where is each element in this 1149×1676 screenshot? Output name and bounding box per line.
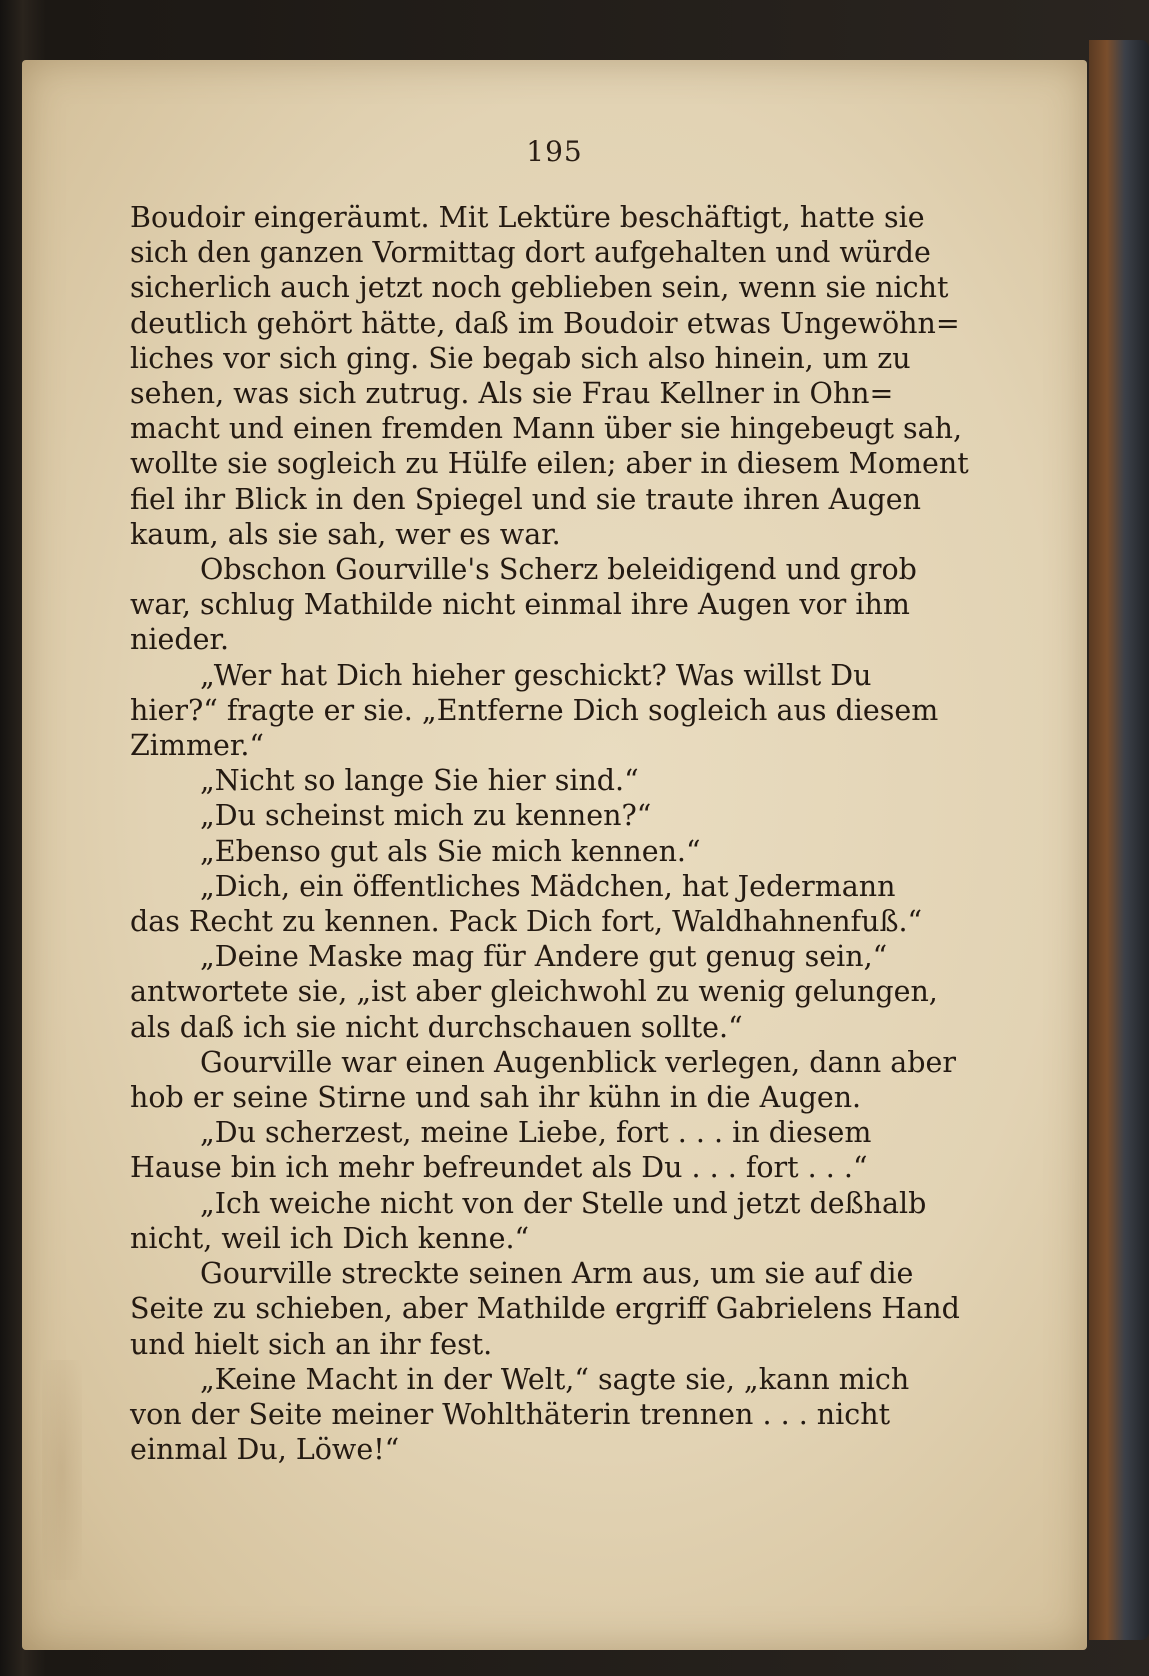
text-line: einmal Du, Löwe!“ xyxy=(130,1433,400,1467)
text-line: „Wer hat Dich hieher geschickt? Was willst Du xyxy=(200,658,872,692)
text-line: „Deine Maske mag für Andere gut genug sein,“ xyxy=(200,940,888,974)
text-line: Gourville streckte seinen Arm aus, um sie auf die xyxy=(200,1257,914,1291)
book-page xyxy=(22,60,1087,1650)
text-line: und hielt sich an ihr fest. xyxy=(130,1327,493,1361)
text-line: wollte sie sogleich zu Hülfe eilen; aber in diesem Moment xyxy=(130,447,969,481)
text-line: Seite zu schieben, aber Mathilde ergriff Gabrielens Hand xyxy=(130,1292,960,1326)
text-line: fiel ihr Blick in den Spiegel und sie traute ihren Augen xyxy=(130,482,922,516)
text-line: „Keine Macht in der Welt,“ sagte sie, „kann mich xyxy=(200,1362,910,1396)
text-line: „Ebenso gut als Sie mich kennen.“ xyxy=(200,834,701,868)
text-line: Gourville war einen Augenblick verlegen, dann aber xyxy=(200,1045,957,1079)
text-line: das Recht zu kennen. Pack Dich fort, Waldhahnenfuß.“ xyxy=(130,905,923,939)
text-line: sich den ganzen Vormittag dort aufgehalten und würde xyxy=(130,236,931,270)
text-line: „Nicht so lange Sie hier sind.“ xyxy=(200,764,639,798)
text-line: „Du scheinst mich zu kennen?“ xyxy=(200,799,652,833)
text-line: liches vor sich ging. Sie begab sich also hinein, um zu xyxy=(130,341,911,375)
text-line: hob er seine Stirne und sah ihr kühn in die Augen. xyxy=(130,1081,862,1115)
text-line: sicherlich auch jetzt noch geblieben sein, wenn sie nicht xyxy=(130,271,949,305)
text-line: antwortete sie, „ist aber gleichwohl zu wenig gelungen, xyxy=(130,975,938,1009)
text-line: hier?“ fragte er sie. „Entferne Dich sogleich aus diesem xyxy=(130,693,939,727)
text-line: sehen, was sich zutrug. Als sie Frau Kellner in Ohn= xyxy=(130,377,894,411)
text-line: als daß ich sie nicht durchschauen sollte.“ xyxy=(130,1010,743,1044)
text-line: nieder. xyxy=(130,623,229,657)
text-line: macht und einen fremden Mann über sie hingebeugt sah, xyxy=(130,412,963,446)
text-line: von der Seite meiner Wohlthäterin trennen . . . nicht xyxy=(130,1397,891,1431)
text-line: kaum, als sie sah, wer es war. xyxy=(130,517,561,551)
text-line: war, schlug Mathilde nicht einmal ihre Augen vor ihm xyxy=(130,588,910,622)
text-line: „Dich, ein öffentliches Mädchen, hat Jedermann xyxy=(200,869,896,903)
text-line: „Du scherzest, meine Liebe, fort . . . in diesem xyxy=(200,1116,872,1150)
text-line: nicht, weil ich Dich kenne.“ xyxy=(130,1221,530,1255)
text-line: Boudoir eingeräumt. Mit Lektüre beschäftigt, hatte sie xyxy=(130,201,925,234)
text-line: Zimmer.“ xyxy=(130,729,264,763)
text-line: „Ich weiche nicht von der Stelle und jetzt deßhalb xyxy=(200,1186,927,1220)
page-stain xyxy=(42,1360,82,1580)
book-cover-edge xyxy=(1089,40,1149,1640)
text-line: Obschon Gourville's Scherz beleidigend und grob xyxy=(200,553,917,587)
page-number: 195 xyxy=(526,135,583,168)
text-line: deutlich gehört hätte, daß im Boudoir etwas Ungewöhn= xyxy=(130,306,960,340)
page-text xyxy=(130,200,980,1467)
text-line: Hause bin ich mehr befreundet als Du . . . fort . . .“ xyxy=(130,1151,868,1185)
